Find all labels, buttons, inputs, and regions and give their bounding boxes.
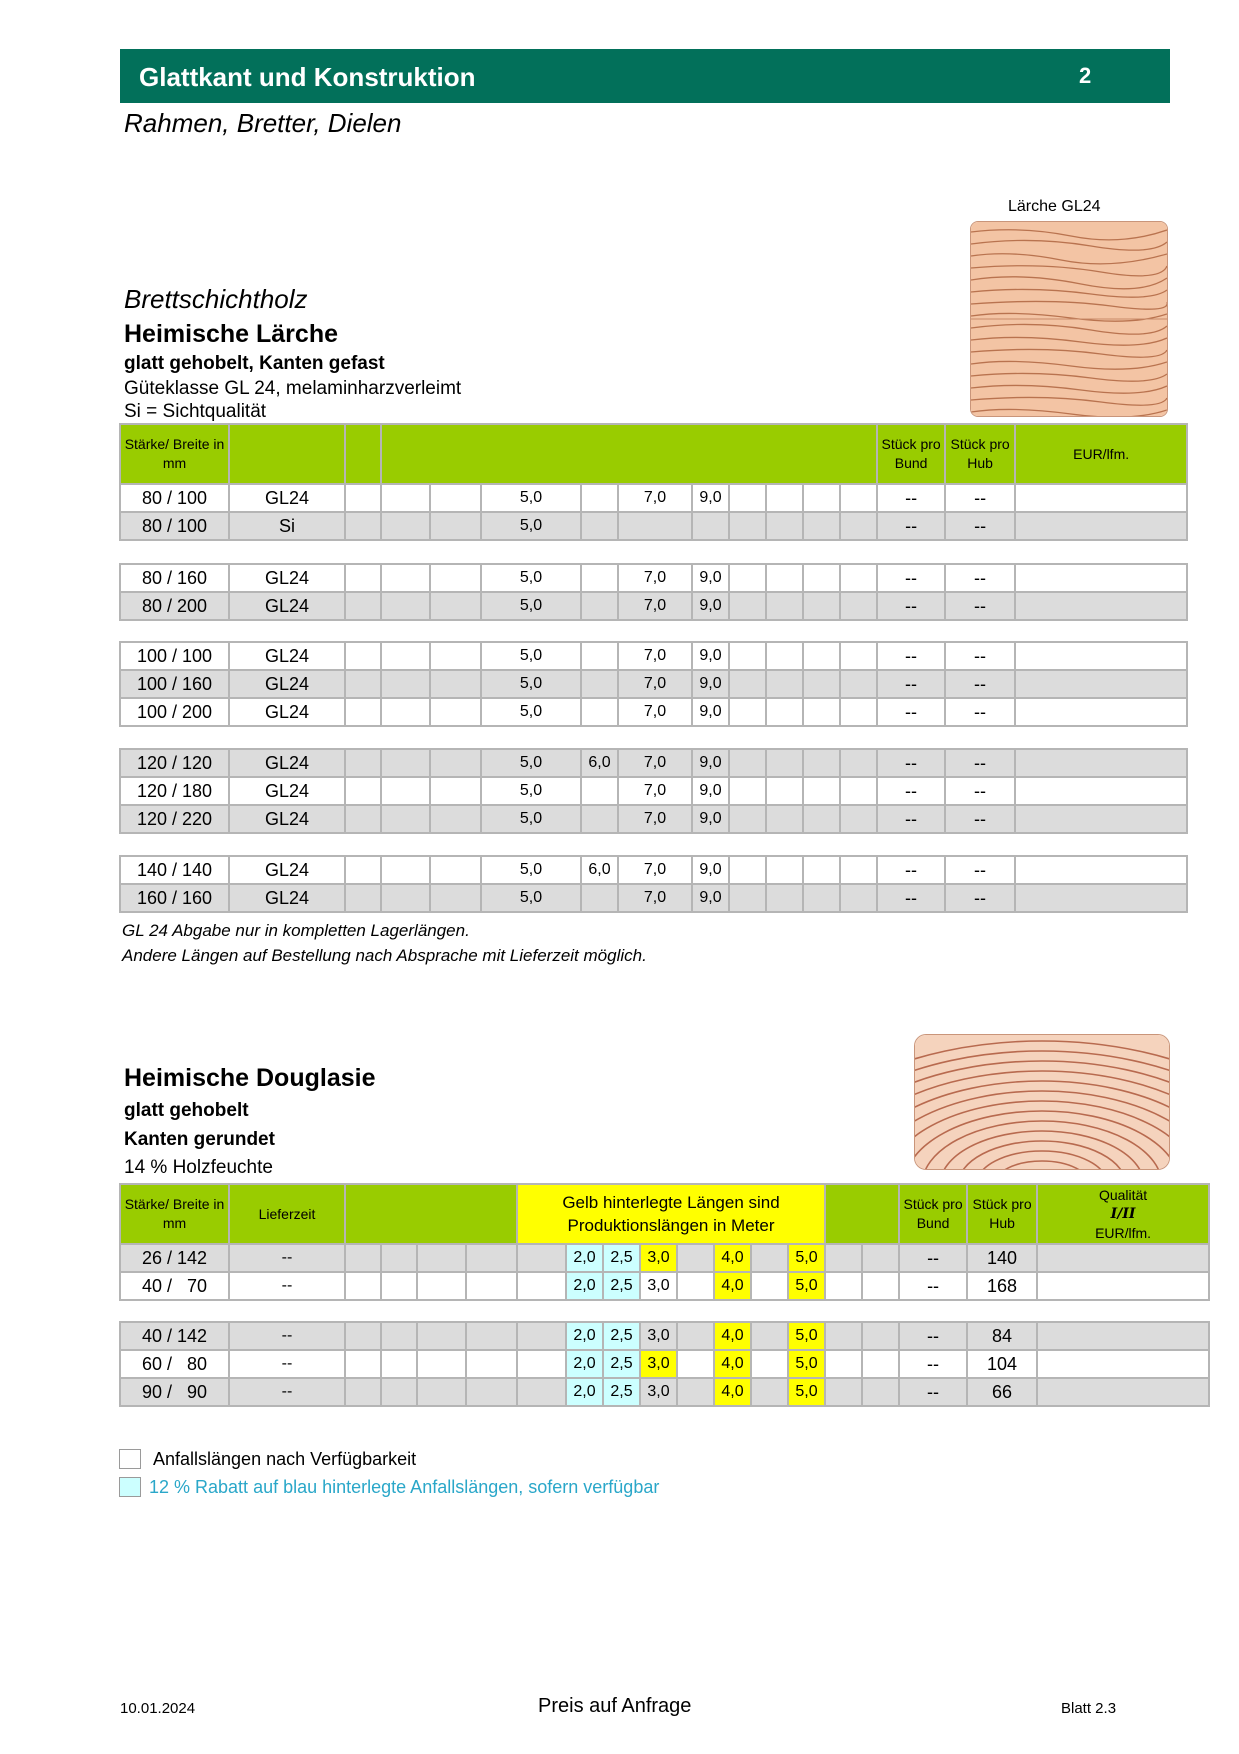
- cell-length: [581, 484, 618, 512]
- cell-length-yellow: 4,0: [714, 1322, 751, 1350]
- cell-length: 5,0: [481, 592, 581, 620]
- cell-bund: --: [877, 592, 945, 620]
- legend-swatch-cyan: [119, 1477, 141, 1497]
- cell-length: 5,0: [481, 856, 581, 884]
- cell-size: 140 / 140: [120, 856, 229, 884]
- table-row: [120, 805, 1187, 833]
- larch-table-group-1: [119, 423, 1188, 541]
- cell-length: 5,0: [481, 484, 581, 512]
- cell-grade: GL24: [229, 777, 345, 805]
- cell-hub: 104: [967, 1350, 1037, 1378]
- cell-length: 9,0: [692, 642, 729, 670]
- douglas-wood-image: [914, 1034, 1170, 1170]
- section-category: Brettschichtholz: [124, 284, 308, 314]
- image-caption: Lärche GL24: [1008, 198, 1101, 215]
- cell-length: 7,0: [618, 856, 692, 884]
- cell-hub: --: [945, 805, 1015, 833]
- note-line-1: GL 24 Abgabe nur in kompletten Lagerlängen.: [122, 921, 470, 940]
- cell-length: 9,0: [692, 777, 729, 805]
- cell-bund: --: [877, 642, 945, 670]
- cell-grade: GL24: [229, 670, 345, 698]
- cell-length-cyan: 2,0: [566, 1322, 603, 1350]
- cell-size: 120 / 180: [120, 777, 229, 805]
- cell-bund: --: [899, 1244, 967, 1272]
- cell-bund: --: [899, 1272, 967, 1300]
- cell-length: 7,0: [618, 670, 692, 698]
- table-row: [120, 856, 1187, 884]
- section1-title: Heimische Lärche: [124, 320, 338, 348]
- table-row: [120, 749, 1187, 777]
- table-row: [120, 642, 1187, 670]
- cell-bund: --: [877, 564, 945, 592]
- cell-size: 100 / 100: [120, 642, 229, 670]
- cell-size: 120 / 120: [120, 749, 229, 777]
- cell-length: 5,0: [481, 670, 581, 698]
- cell-hub: --: [945, 884, 1015, 912]
- cell-hub: 66: [967, 1378, 1037, 1406]
- header-per-bund: Stück pro Bund: [899, 1184, 967, 1244]
- cell-length: 7,0: [618, 642, 692, 670]
- cell-length: [581, 698, 618, 726]
- cell-size: 26 / 142: [120, 1244, 229, 1272]
- larch-table-group-2: [119, 563, 1188, 621]
- cell-length-cyan: 2,5: [603, 1322, 640, 1350]
- page-subtitle: Rahmen, Bretter, Dielen: [124, 108, 402, 138]
- cell-bund: --: [899, 1322, 967, 1350]
- cell-length-yellow: 5,0: [788, 1378, 825, 1406]
- cell-length: 6,0: [581, 749, 618, 777]
- cell-hub: --: [945, 592, 1015, 620]
- cell-bund: --: [877, 670, 945, 698]
- table-row: [120, 1350, 1209, 1378]
- cell-bund: --: [877, 484, 945, 512]
- cell-size: 100 / 200: [120, 698, 229, 726]
- section2-line1: glatt gehobelt: [124, 1100, 249, 1121]
- table-row: [120, 484, 1187, 512]
- cell-length-yellow: 3,0: [640, 1244, 677, 1272]
- note-line-2: Andere Längen auf Bestellung nach Absprache mit Lieferzeit möglich.: [122, 946, 647, 965]
- cell-lieferzeit: --: [229, 1244, 345, 1272]
- header-price: EUR/lfm.: [1095, 1224, 1152, 1241]
- cell-size: 120 / 220: [120, 805, 229, 833]
- section1-line2: Güteklasse GL 24, melaminharzverleimt: [124, 378, 462, 399]
- header-per-hub: Stück pro Hub: [945, 424, 1015, 484]
- cell-length: 9,0: [692, 698, 729, 726]
- cell-hub: --: [945, 670, 1015, 698]
- cell-length: 5,0: [481, 564, 581, 592]
- cell-length-yellow: 5,0: [788, 1244, 825, 1272]
- cell-hub: --: [945, 484, 1015, 512]
- cell-grade: GL24: [229, 564, 345, 592]
- header-per-hub: Stück pro Hub: [967, 1184, 1037, 1244]
- cell-length-yellow: 4,0: [714, 1378, 751, 1406]
- cell-hub: --: [945, 564, 1015, 592]
- page-header-bar: [120, 49, 1170, 103]
- cell-hub: --: [945, 856, 1015, 884]
- cell-length-cyan: 2,0: [566, 1272, 603, 1300]
- cell-grade: GL24: [229, 698, 345, 726]
- cell-length: 3,0: [640, 1322, 677, 1350]
- cell-length: 5,0: [481, 805, 581, 833]
- footer-date: 10.01.2024: [120, 1700, 196, 1717]
- cell-grade: GL24: [229, 884, 345, 912]
- cell-length: 9,0: [692, 805, 729, 833]
- larch-table-group-5: [119, 855, 1188, 913]
- cell-grade: GL24: [229, 749, 345, 777]
- footer-price-note: Preis auf Anfrage: [538, 1695, 692, 1717]
- cell-size: 60 / 80: [120, 1350, 229, 1378]
- header-size: Stärke/ Breite in mm: [120, 424, 229, 484]
- cell-bund: --: [877, 777, 945, 805]
- cell-size: 160 / 160: [120, 884, 229, 912]
- larch-wood-image: [970, 221, 1168, 417]
- cell-size: 80 / 100: [120, 484, 229, 512]
- cell-length: 5,0: [481, 698, 581, 726]
- cell-length-cyan: 2,5: [603, 1244, 640, 1272]
- table-row: [120, 1378, 1209, 1406]
- cell-hub: --: [945, 777, 1015, 805]
- table-row: [120, 884, 1187, 912]
- cell-length: 3,0: [640, 1378, 677, 1406]
- table-row: [120, 564, 1187, 592]
- cell-length-cyan: 2,0: [566, 1244, 603, 1272]
- douglas-table-group-1: [119, 1183, 1210, 1301]
- cell-length: 9,0: [692, 592, 729, 620]
- cell-hub: --: [945, 698, 1015, 726]
- cell-size: 80 / 200: [120, 592, 229, 620]
- cell-length: [581, 805, 618, 833]
- table-header: [120, 1184, 1209, 1244]
- cell-length: [581, 670, 618, 698]
- table-row: [120, 777, 1187, 805]
- cell-length: 6,0: [581, 856, 618, 884]
- section1-line1: glatt gehobelt, Kanten gefast: [124, 353, 385, 374]
- cell-bund: --: [877, 749, 945, 777]
- section2-line3: 14 % Holzfeuchte: [124, 1157, 273, 1178]
- cell-length: [581, 642, 618, 670]
- cell-length: 5,0: [481, 777, 581, 805]
- cell-size: 40 / 70: [120, 1272, 229, 1300]
- cell-bund: --: [877, 805, 945, 833]
- cell-size: 40 / 142: [120, 1322, 229, 1350]
- cell-length: 7,0: [618, 884, 692, 912]
- cell-length-cyan: 2,5: [603, 1378, 640, 1406]
- cell-length: 5,0: [481, 884, 581, 912]
- cell-length-yellow: 4,0: [714, 1244, 751, 1272]
- cell-size: 90 / 90: [120, 1378, 229, 1406]
- table-row: [120, 670, 1187, 698]
- header-yellow-note: Gelb hinterlegte Längen sind Produktionslängen in Meter: [517, 1184, 825, 1244]
- header-size: Stärke/ Breite in mm: [120, 1184, 229, 1244]
- cell-lieferzeit: --: [229, 1378, 345, 1406]
- legend-text-2: 12 % Rabatt auf blau hinterlegte Anfallslängen, sofern verfügbar: [149, 1477, 660, 1497]
- cell-bund: --: [877, 856, 945, 884]
- cell-length-yellow: 4,0: [714, 1350, 751, 1378]
- section1-line3: Si = Sichtqualität: [124, 401, 267, 422]
- cell-lieferzeit: --: [229, 1350, 345, 1378]
- cell-grade: GL24: [229, 642, 345, 670]
- header-quality-grade: I/II: [1110, 1205, 1136, 1222]
- section2-title: Heimische Douglasie: [124, 1064, 376, 1092]
- cell-length: 9,0: [692, 856, 729, 884]
- cell-length: 3,0: [640, 1272, 677, 1300]
- page-number: 2: [1079, 63, 1092, 88]
- cell-length: 7,0: [618, 484, 692, 512]
- cell-length: 9,0: [692, 484, 729, 512]
- table-header: [120, 424, 1187, 484]
- header-price: EUR/lfm.: [1015, 424, 1187, 484]
- cell-length: 7,0: [618, 698, 692, 726]
- header-lieferzeit: Lieferzeit: [229, 1184, 345, 1244]
- cell-bund: --: [877, 698, 945, 726]
- cell-grade: Si: [229, 512, 345, 540]
- section2-line2: Kanten gerundet: [124, 1129, 275, 1150]
- cell-length: 7,0: [618, 749, 692, 777]
- legend-text-1: Anfallslängen nach Verfügbarkeit: [153, 1449, 417, 1469]
- cell-length: 7,0: [618, 592, 692, 620]
- cell-size: 80 / 100: [120, 512, 229, 540]
- larch-table-group-3: [119, 641, 1188, 727]
- cell-size: 100 / 160: [120, 670, 229, 698]
- cell-bund: --: [877, 884, 945, 912]
- cell-length-cyan: 2,0: [566, 1350, 603, 1378]
- cell-grade: GL24: [229, 592, 345, 620]
- header-per-bund: Stück pro Bund: [877, 424, 945, 484]
- page-title: Glattkant und Konstruktion: [139, 62, 476, 92]
- cell-bund: --: [899, 1378, 967, 1406]
- table-row: [120, 1272, 1209, 1300]
- cell-length-cyan: 2,5: [603, 1350, 640, 1378]
- cell-length-cyan: 2,5: [603, 1272, 640, 1300]
- table-row: [120, 592, 1187, 620]
- cell-length: 7,0: [618, 777, 692, 805]
- cell-length: 5,0: [481, 512, 581, 540]
- legend-swatch-white: [119, 1449, 141, 1469]
- header-quality-label: Qualität: [1098, 1186, 1148, 1203]
- cell-length-cyan: 2,0: [566, 1378, 603, 1406]
- cell-length: [618, 512, 692, 540]
- cell-length: [692, 512, 729, 540]
- cell-hub: 168: [967, 1272, 1037, 1300]
- cell-lieferzeit: --: [229, 1272, 345, 1300]
- larch-table-group-4: [119, 748, 1188, 834]
- cell-hub: --: [945, 749, 1015, 777]
- cell-length-yellow: 5,0: [788, 1272, 825, 1300]
- table-row: [120, 1244, 1209, 1272]
- cell-hub: --: [945, 512, 1015, 540]
- cell-length-yellow: 4,0: [714, 1272, 751, 1300]
- cell-length-yellow: 3,0: [640, 1350, 677, 1378]
- cell-size: 80 / 160: [120, 564, 229, 592]
- header-quality: [1037, 1184, 1209, 1244]
- cell-grade: GL24: [229, 856, 345, 884]
- cell-length: 7,0: [618, 805, 692, 833]
- cell-length-yellow: 5,0: [788, 1350, 825, 1378]
- cell-length: [581, 884, 618, 912]
- cell-grade: GL24: [229, 484, 345, 512]
- cell-length-yellow: 5,0: [788, 1322, 825, 1350]
- cell-length: 7,0: [618, 564, 692, 592]
- cell-length: 9,0: [692, 884, 729, 912]
- cell-length: [581, 512, 618, 540]
- cell-grade: GL24: [229, 805, 345, 833]
- cell-length: 9,0: [692, 749, 729, 777]
- table-row: [120, 1322, 1209, 1350]
- cell-length: [581, 564, 618, 592]
- cell-hub: 140: [967, 1244, 1037, 1272]
- table-row: [120, 698, 1187, 726]
- cell-bund: --: [877, 512, 945, 540]
- douglas-table-group-2: [119, 1321, 1210, 1407]
- cell-length: 5,0: [481, 749, 581, 777]
- cell-length: 5,0: [481, 642, 581, 670]
- cell-lieferzeit: --: [229, 1322, 345, 1350]
- cell-length: 9,0: [692, 564, 729, 592]
- footer-sheet: Blatt 2.3: [1061, 1700, 1117, 1717]
- cell-length: 9,0: [692, 670, 729, 698]
- cell-length: [581, 777, 618, 805]
- cell-hub: 84: [967, 1322, 1037, 1350]
- cell-hub: --: [945, 642, 1015, 670]
- table-row: [120, 512, 1187, 540]
- cell-bund: --: [899, 1350, 967, 1378]
- cell-length: [581, 592, 618, 620]
